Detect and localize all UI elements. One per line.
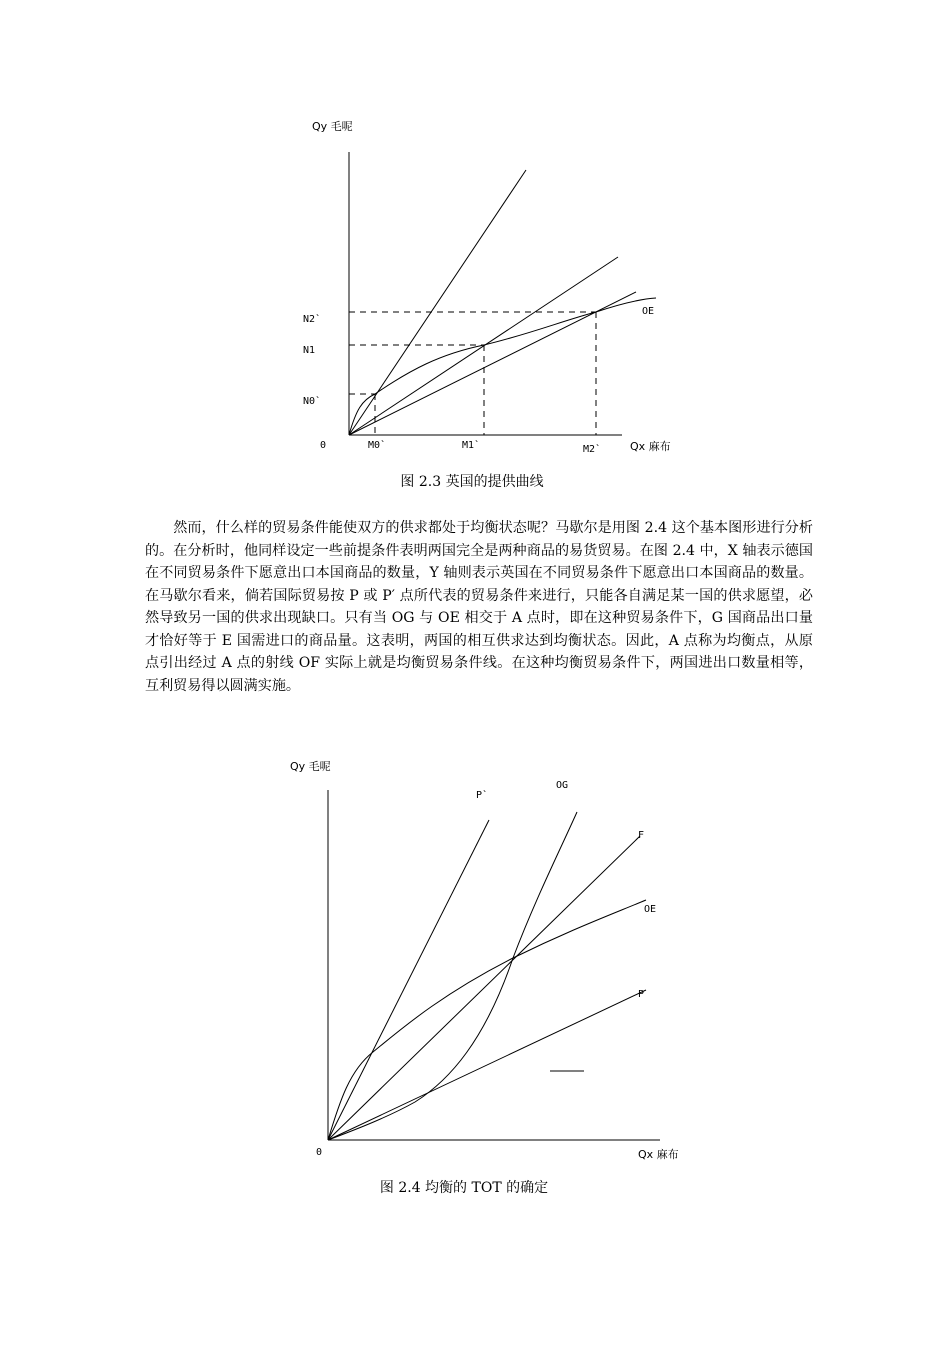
body-paragraph: 然而，什么样的贸易条件能使双方的供求都处于均衡状态呢？马歇尔是用图 2.4 这个基本图形进行分析的。在分析时，他同样设定一些前提条件表明两国完全是两种商品的易货贸易。在图 2.4 中，X 轴表示德国在不同贸易条件下愿意出口本国商品的数量，Y 轴则表示英国在不同贸易条件下愿意出口本国商品的数量。在马歇尔看来，倘若国际贸易按 P 或 P′ 点所代表的贸易条件来进行，只能各自满足某一国的供求愿望，必然导致另一国的供求出现缺口。只有当 OG 与 OE 相交于 A 点时，即在这种贸易条件下，G 国商品出口量才恰好等于 E 国需进口的商品量。这表明，两国的相互供求达到均衡状态。因此，A 点称为均衡点，从原点引出经过 A 点的射线 OF 实际上就是均衡贸易条件线。在这种均衡贸易条件下，两国进出口数量相等，互利贸易得以圆满实施。 [145, 520, 813, 694]
fig2-label-f: F [638, 830, 645, 841]
fig1-y-axis-label: Qy 毛呢 [312, 120, 353, 133]
fig2-y-axis-label: Qy 毛呢 [290, 760, 331, 773]
fig2-origin-label: 0 [316, 1147, 323, 1158]
fig2-curve-og [328, 812, 577, 1140]
figure-2-3-offer-curve [0, 110, 952, 455]
fig1-ray-steep [349, 170, 526, 435]
fig2-ray-p [328, 990, 646, 1140]
fig1-label-oe: OE [642, 306, 655, 317]
fig1-label-m2: M2` [583, 444, 602, 455]
fig1-label-n1: N1 [303, 345, 316, 356]
fig2-caption: 图 2.4 均衡的 TOT 的确定 [379, 1180, 549, 1196]
fig1-label-n0: N0` [303, 396, 322, 407]
fig2-x-axis-label: Qx 麻布 [638, 1148, 679, 1161]
fig1-x-axis-label: Qx 麻布 [630, 440, 671, 453]
fig1-caption: 图 2.3 英国的提供曲线 [400, 474, 544, 490]
fig2-label-p: P [638, 989, 645, 1000]
fig2-ray-f [328, 836, 640, 1140]
fig1-origin-label: 0 [320, 440, 327, 451]
fig1-label-m0: M0` [368, 440, 387, 451]
fig2-label-og: OG [556, 780, 569, 791]
fig1-ray-flat [349, 292, 636, 435]
figure-2-4-equilibrium-tot [0, 750, 952, 1170]
fig2-label-oe: OE [644, 904, 657, 915]
fig1-label-n2: N2` [303, 314, 322, 325]
fig2-label-p-prime: P` [476, 790, 489, 801]
fig1-label-m1: M1` [462, 440, 481, 451]
fig2-ray-p-prime [328, 820, 489, 1140]
